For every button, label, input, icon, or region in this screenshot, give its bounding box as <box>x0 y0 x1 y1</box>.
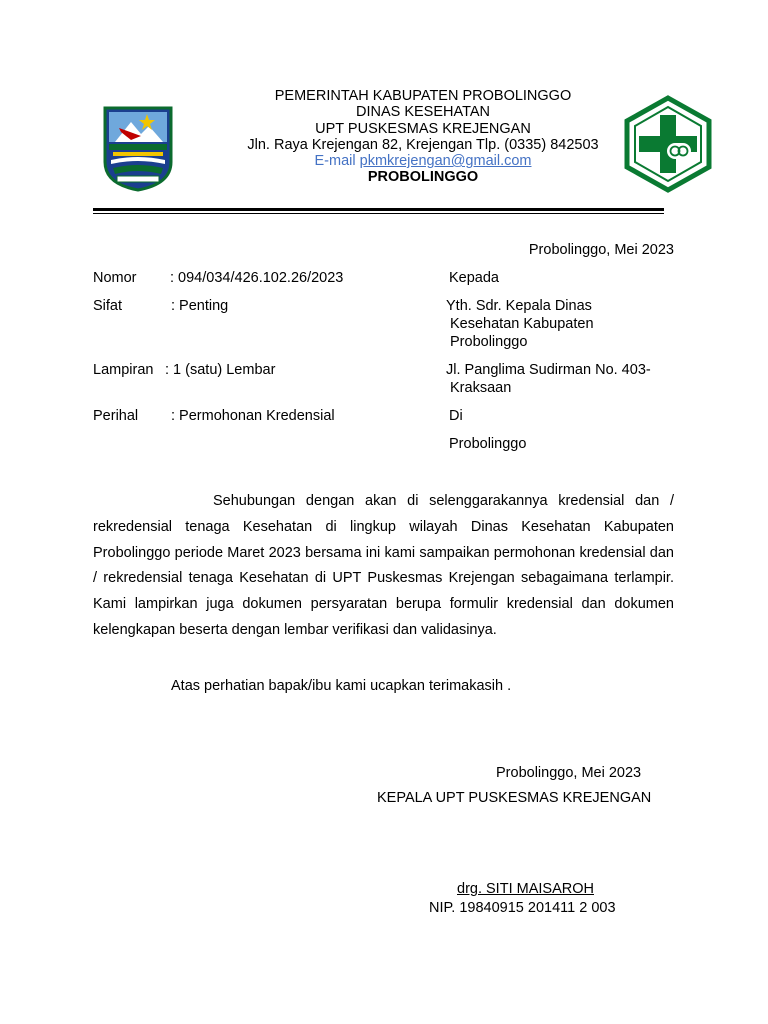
recipient-di: Di <box>449 408 463 424</box>
recipient-kepada: Kepada <box>449 270 499 286</box>
letterhead-line2: DINAS KESEHATAN <box>355 104 491 120</box>
header-rule-thick <box>93 208 664 211</box>
body-paragraph-text: Sehubungan dengan akan di selenggarakannya kredensial dan / rekredensial tenaga Kesehatan di lingkup wilayah Dinas Kesehatan Kabupaten Probolinggo periode Maret 2023 bersama ini kami sampaikan permohonan kredensial dan / rekredensial tenaga Kesehatan di UPT Puskesmas Krejengan sebagaimana terlampir. Kami lampirkan juga dokumen persyaratan berupa formulir kredensial dan dokumen kelengkapan beserta dengan lembar verifikasi dan validasinya. <box>93 493 674 638</box>
header-rule-thin <box>93 213 664 214</box>
signature-date: Probolinggo, Mei 2023 <box>496 765 642 781</box>
nomor-label: Nomor <box>93 270 137 286</box>
closing-sentence: Atas perhatian bapak/ibu kami ucapkan terimakasih . <box>171 678 512 694</box>
letterhead-email-line <box>200 153 646 169</box>
signature-title: KEPALA UPT PUSKESMAS KREJENGAN <box>377 790 652 806</box>
nomor-value: : 094/034/426.102.26/2023 <box>170 270 344 286</box>
perihal-label: Perihal <box>93 408 139 424</box>
recipient-city: Probolinggo <box>449 436 527 452</box>
letterhead-line3: UPT PUSKESMAS KREJENGAN <box>315 121 531 137</box>
letter-date: Probolinggo, Mei 2023 <box>528 242 674 258</box>
recipient-line2: Kesehatan Kabupaten <box>450 316 594 332</box>
puskesmas-cross-logo-icon <box>623 95 713 193</box>
signatory-nip: NIP. 19840915 201411 2 003 <box>429 900 616 916</box>
sifat-value: : Penting <box>171 298 229 314</box>
letterhead-line1: PEMERINTAH KABUPATEN PROBOLINGGO <box>274 88 572 104</box>
letterhead-city: PROBOLINGGO <box>367 169 479 185</box>
email-label: E-mail <box>314 153 360 169</box>
lampiran-label: Lampiran <box>93 362 154 378</box>
lampiran-value: : 1 (satu) Lembar <box>165 362 276 378</box>
recipient-address1: Jl. Panglima Sudirman No. 403- <box>446 362 651 378</box>
recipient-line1: Yth. Sdr. Kepala Dinas <box>446 298 592 314</box>
recipient-address2: Kraksaan <box>450 380 512 396</box>
recipient-line3: Probolinggo <box>450 334 528 350</box>
perihal-value: : Permohonan Kredensial <box>171 408 335 424</box>
letterhead-address: Jln. Raya Krejengan 82, Krejengan Tlp. (0335) 842503 <box>247 137 599 153</box>
signatory-name: drg. SITI MAISAROH <box>457 881 594 897</box>
sifat-label: Sifat <box>93 298 123 314</box>
regency-coat-of-arms-icon <box>101 104 175 192</box>
body-paragraph <box>93 489 674 644</box>
email-link[interactable]: pkmkrejengan@gmail.com <box>359 153 532 169</box>
